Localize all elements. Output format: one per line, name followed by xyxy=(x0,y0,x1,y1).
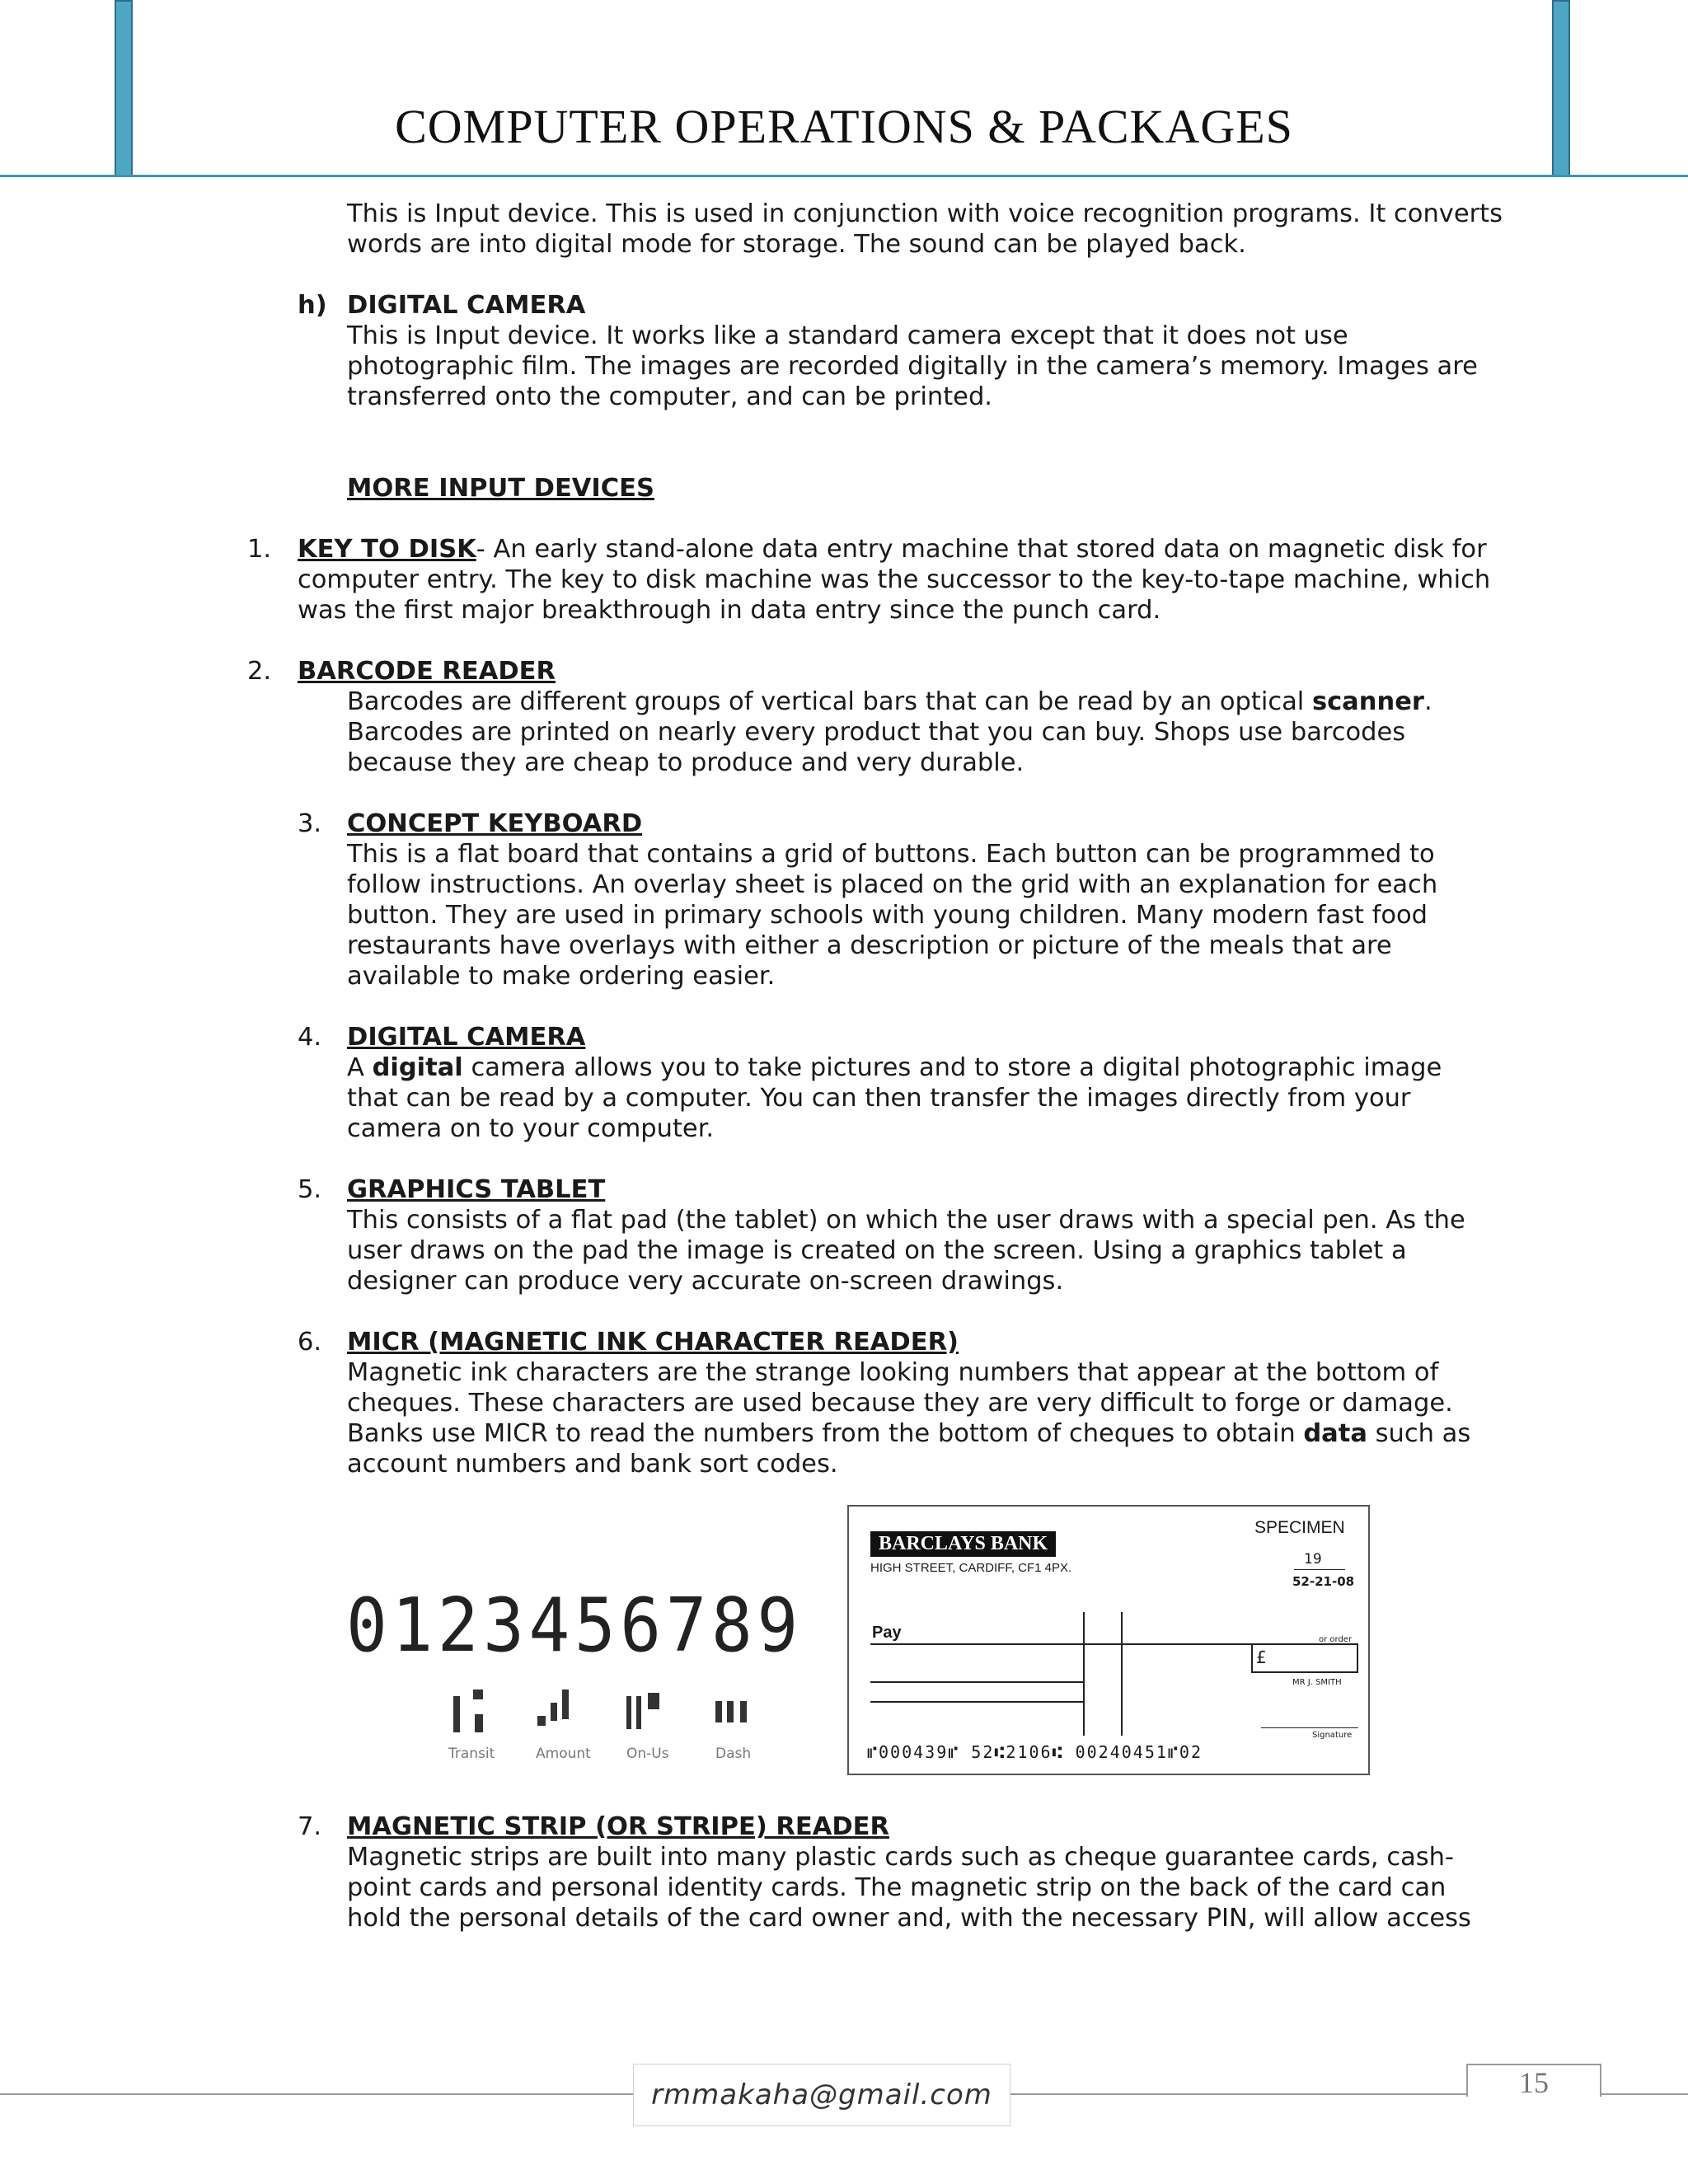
header-rule xyxy=(0,175,1688,177)
micr-caption: Dash xyxy=(715,1746,752,1762)
intro-line: This is Input device. This is used in conjunction with voice recognition programs. It converts xyxy=(347,199,1503,228)
cheque-bank-name: BARCLAYS BANK xyxy=(870,1531,1056,1557)
item-text: such as xyxy=(1367,1419,1471,1448)
section-title: DIGITAL CAMERA xyxy=(347,291,586,320)
item-title: GRAPHICS TABLET xyxy=(347,1175,606,1204)
cheque-amount-box: £ xyxy=(1251,1643,1358,1673)
cheque-specimen-label: SPECIMEN xyxy=(1254,1518,1345,1537)
body-line: user draws on the pad the image is created on the screen. Using a graphics tablet a xyxy=(347,1236,1407,1265)
cheque-pay-label: Pay xyxy=(872,1624,902,1642)
body-line: cheques. These characters are used because they are very difficult to forge or damage. xyxy=(347,1389,1453,1418)
item-title: BARCODE READER xyxy=(298,657,556,686)
body-line: hold the personal details of the card owner and, with the necessary PIN, will allow access xyxy=(347,1904,1471,1933)
cheque-account-holder: MR J. SMITH xyxy=(1292,1678,1342,1687)
item-title: MICR (MAGNETIC INK CHARACTER READER) xyxy=(347,1328,959,1357)
page-number: 15 xyxy=(1519,2066,1549,2099)
item-number: 2. xyxy=(247,657,272,686)
item-text: A xyxy=(347,1053,373,1082)
item-bold: data xyxy=(1303,1419,1367,1448)
micr-caption: Transit xyxy=(448,1746,495,1762)
item-text: camera allows you to take pictures and to store a digital photographic image xyxy=(462,1053,1442,1082)
body-line: Magnetic strips are built into many plastic cards such as cheque guarantee cards, cash- xyxy=(347,1843,1455,1872)
item-first-line xyxy=(298,534,1487,565)
item-number: 5. xyxy=(298,1175,322,1204)
body-line: follow instructions. An overlay sheet is placed on the grid with an explanation for each xyxy=(347,870,1438,899)
body-line: was the first major breakthrough in data entry since the punch card. xyxy=(298,596,1161,625)
cheque-or-order: or order xyxy=(1319,1635,1353,1644)
body-line: because they are cheap to produce and very durable. xyxy=(347,748,1025,777)
body-line xyxy=(347,1052,1442,1083)
item-number: 3. xyxy=(298,809,322,838)
body-line: that can be read by a computer. You can then transfer the images directly from your xyxy=(347,1084,1411,1113)
section-marker: h) xyxy=(298,291,327,320)
item-number: 4. xyxy=(298,1023,322,1052)
body-line xyxy=(347,687,1432,717)
micr-caption: On-Us xyxy=(626,1746,669,1762)
footer-rule-right xyxy=(1600,2093,1688,2095)
page-title: COMPUTER OPERATIONS & PACKAGES xyxy=(395,100,1293,153)
item-bold: scanner xyxy=(1311,687,1424,716)
body-line: restaurants have overlays with either a description or picture of the meals that are xyxy=(347,931,1392,960)
body-line: Barcodes are printed on nearly every product that you can buy. Shops use barcodes xyxy=(347,718,1406,747)
body-line: point cards and personal identity cards. The magnetic strip on the back of the card can xyxy=(347,1873,1447,1902)
cheque-micr-codeline: ⑈000439⑈ 52⑆2106⑆ 00240451⑈02 xyxy=(867,1742,1203,1762)
body-line: account numbers and bank sort codes. xyxy=(347,1450,838,1479)
item-title: KEY TO DISK xyxy=(298,535,476,564)
body-line: available to make ordering easier. xyxy=(347,962,776,991)
body-line: This consists of a flat pad (the tablet) on which the user draws with a special pen. As the xyxy=(347,1206,1465,1235)
micr-digits: 0123456789 xyxy=(346,1582,803,1669)
body-line: computer entry. The key to disk machine was the successor to the key-to-tape machine, which xyxy=(298,565,1491,594)
item-number: 6. xyxy=(298,1328,322,1357)
footer-rule-mid xyxy=(1009,2093,1468,2095)
footer-email: rmmakaha@gmail.com xyxy=(633,2064,1010,2126)
intro-line: words are into digital mode for storage. The sound can be played back. xyxy=(347,230,1246,259)
body-line: transferred onto the computer, and can be printed. xyxy=(347,382,993,411)
body-line: button. They are used in primary schools with young children. Many modern fast food xyxy=(347,901,1428,930)
item-text: - An early stand-alone data entry machine that stored data on magnetic disk for xyxy=(476,535,1487,564)
cheque-year: 19 xyxy=(1304,1551,1322,1568)
cheque-address: HIGH STREET, CARDIFF, CF1 4PX. xyxy=(870,1561,1072,1575)
micr-characters-figure xyxy=(346,1582,832,1772)
item-number: 1. xyxy=(247,535,272,564)
body-line: camera on to your computer. xyxy=(347,1114,715,1143)
cheque-signature-label: Signature xyxy=(1312,1731,1353,1740)
item-title: MAGNETIC STRIP (OR STRIPE) READER xyxy=(347,1812,889,1841)
item-text: Barcodes are different groups of vertical bars that can be read by an optical xyxy=(347,687,1312,716)
body-line: This is a flat board that contains a grid of buttons. Each button can be programmed to xyxy=(347,840,1435,869)
item-text: Banks use MICR to read the numbers from the bottom of cheques to obtain xyxy=(347,1419,1304,1448)
body-line: This is Input device. It works like a standard camera except that it does not use xyxy=(347,321,1348,350)
body-line: photographic film. The images are recorded digitally in the camera’s memory. Images are xyxy=(347,352,1478,381)
item-title: CONCEPT KEYBOARD xyxy=(347,809,643,838)
body-line: Magnetic ink characters are the strange looking numbers that appear at the bottom of xyxy=(347,1358,1439,1387)
micr-caption: Amount xyxy=(536,1746,591,1762)
item-title: DIGITAL CAMERA xyxy=(347,1023,586,1052)
cheque-specimen-image xyxy=(847,1505,1370,1775)
footer-rule-left xyxy=(0,2093,635,2095)
item-number: 7. xyxy=(298,1812,322,1841)
body-line xyxy=(347,1418,1470,1449)
more-input-devices-heading: MORE INPUT DEVICES xyxy=(347,474,654,503)
item-text: . xyxy=(1423,687,1432,716)
cheque-sort-code: 52-21-08 xyxy=(1292,1574,1355,1589)
item-bold: digital xyxy=(372,1053,463,1082)
body-line: designer can produce very accurate on-screen drawings. xyxy=(347,1267,1064,1296)
